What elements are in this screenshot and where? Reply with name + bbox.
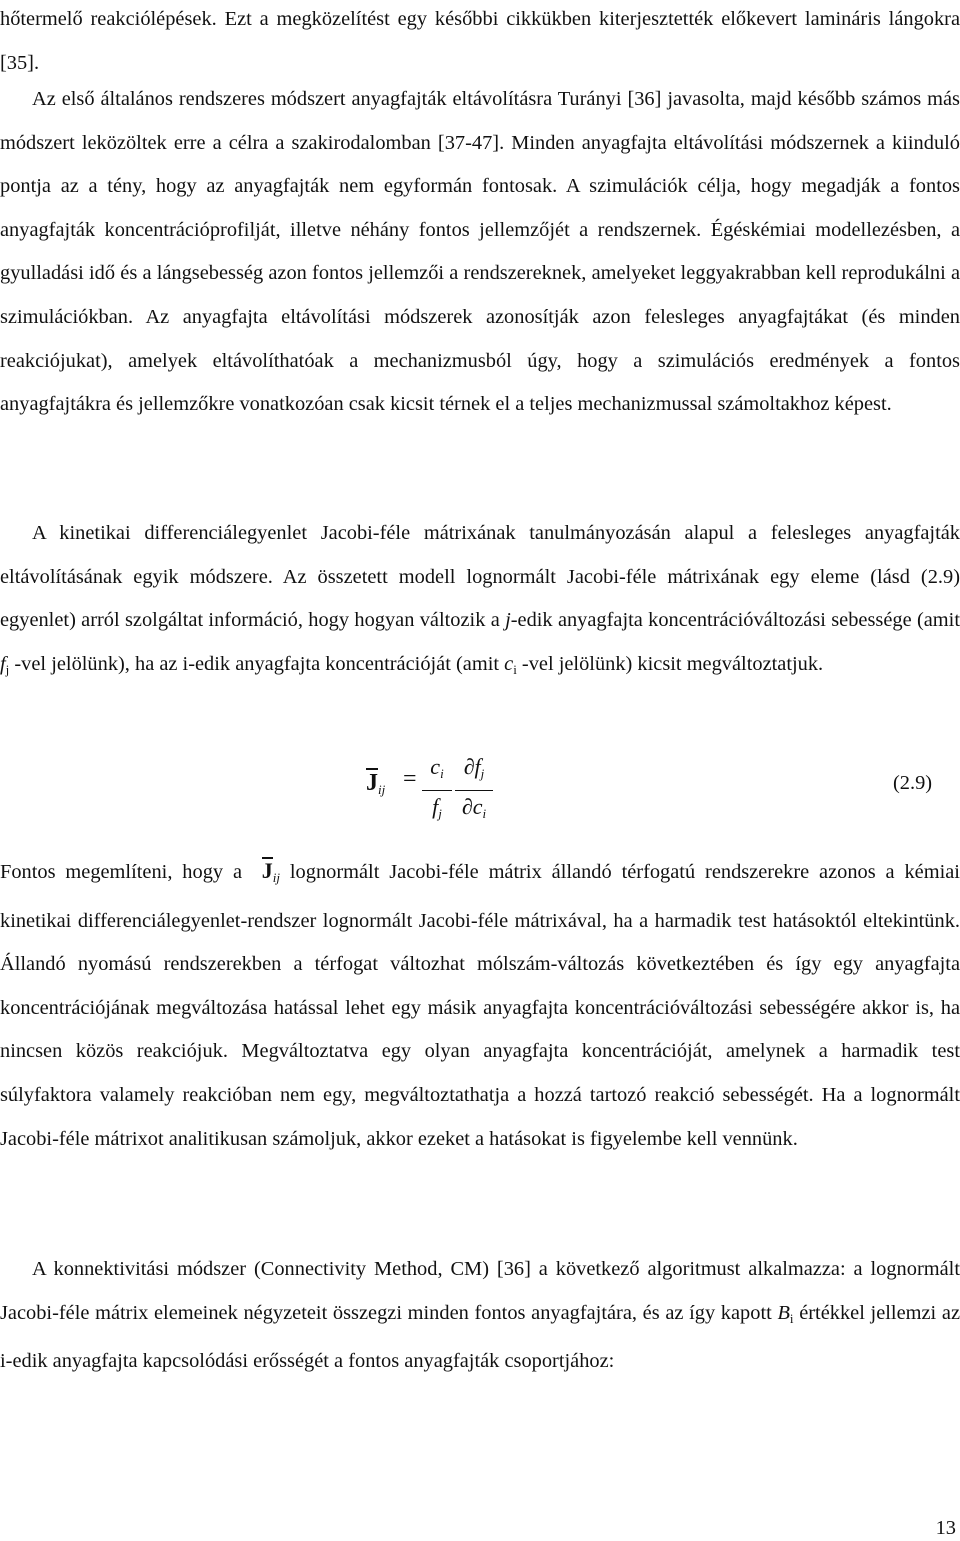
paragraph-1-text: hőtermelő reakciólépések. Ezt a megközelítést egy későbbi cikkükben kiterjesztették előkevert lamináris lángokra [35]. [0,8,960,74]
fraction-2-denominator-symbol: ∂c [461,794,483,819]
paragraph-5-text-b: értékkel jellemzi az i-edik anyagfajta kapcsolódási erősségét a fontos anyagfajták csoportjához: [0,1301,960,1373]
fraction-1-denominator-sub: j [438,806,442,821]
paragraph-3-text-d: -vel jelölünk) kicsit megváltoztatjuk. [516,652,824,675]
paragraph-5 [0,1248,960,1384]
fraction-1-numerator-sub: i [440,766,444,781]
equals-sign: = [403,766,417,792]
paragraph-3 [0,512,960,691]
symbol-f-subscript: j [5,661,10,677]
fraction-2-denominator-sub: i [482,806,487,821]
symbol-f: f [0,652,6,675]
fraction-2-numerator-symbol: ∂f [463,754,481,779]
fraction-partial-derivative [455,752,493,829]
inline-jacobian-subscript: ij [272,870,281,885]
fraction-2-numerator [455,752,493,789]
inline-jacobian-symbol: J [261,858,273,883]
page-number: 13 [935,1517,956,1539]
jacobian-symbol: J [366,770,378,796]
equation-2-9 [0,752,960,822]
equation-lhs [366,768,385,798]
fraction-1-denominator [422,792,452,829]
jacobian-subscript: ij [378,782,386,797]
paragraph-5-text-a: A konnektivitási módszer (Connectivity Method, CM) [36] a következő algoritmust alkalmazza: a lognormált Jacobi-féle mátrix elemeinek négyzeteit összegzi minden fontos anyagfajtára, és az így kapott [0,1258,960,1324]
symbol-c-subscript: i [513,661,517,677]
paragraph-2-text: Az első általános rendszeres módszert anyagfajták eltávolításra Turányi [36] javasolta, majd később számos más módszert leközöltek erre a célra a szakirodalomban [37-47]. Minden anyagfajta eltávolítási módszernek a kiinduló pontja az a tény, hogy az anyagfajták nem egyformán fontosak. A szimulációk célja, hogy megadják a fontos anyagfajták koncentrációprofilját, illetve néhány fontos jellemzőjét a rendszernek. Égéskémiai modellezésben, a gyulladási idő és a lángsebesség azon fontos jellemzői a rendszereknek, amelyeket leggyakrabban kell reprodukálni a szimulációkban. Az anyagfajta eltávolítási módszerek azonosítják azon felesleges anyagfajtákat (és minden reakciójukat), amelyek eltávolíthatóak a mechanizmusból úgy, hogy a szimulációs eredmények a fontos anyagfajtákra és jellemzőkre vonatkozóan csak kicsit térnek el a teljes mechanizmussal számoltakhoz képest. [0,88,960,416]
symbol-b-subscript: i [789,1310,794,1326]
fraction-ci-over-fj [422,752,452,829]
fraction-1-denominator-symbol: f [432,794,439,819]
symbol-b: B [777,1301,790,1324]
index-j: j [505,609,511,632]
fraction-1-numerator-symbol: c [430,754,441,779]
fraction-2-denominator [455,792,493,829]
paragraph-3-text-b: -edik anyagfajta koncentrációváltozási sebessége (amit [510,609,960,632]
paragraph-1 [0,0,960,85]
paragraph-2 [0,78,960,427]
paragraph-3-text-a: A kinetikai differenciálegyenlet Jacobi-féle mátrixának tanulmányozásán alapul a felesleges anyagfajták eltávolításának egyik módszere. Az összetett modell lognormált Jacobi-féle mátrixának egy eleme (lásd (2.9) egyenlet) arról szolgáltat információ, hogy hogyan változik a [0,522,960,632]
paragraph-3-text-c: -vel jelölünk), ha az i-edik anyagfajta koncentrációját (amit [9,652,505,675]
fraction-1-numerator [422,752,452,789]
fraction-2-bar [455,790,493,791]
paragraph-4 [0,851,960,1161]
symbol-c: c [504,652,514,675]
fraction-1-bar [422,790,452,791]
paragraph-4-text-a: Fontos megemlíteni, hogy a [0,861,252,883]
equation-number: (2.9) [893,772,933,794]
fraction-2-numerator-sub: j [480,766,485,781]
paragraph-4-text-b: lognormált Jacobi-féle mátrix állandó térfogatú rendszerekre azonos a kémiai kinetikai differenciálegyenlet-rendszer lognormált Jacobi-féle mátrixával, ha a harmadik test hatásoktól eltekintünk. Állandó nyomású rendszerekben a térfogat változhat mólszám-változás következtében és így egy anyagfajta koncentrációjának megváltozása hatással lehet egy másik anyagfajta koncentrációváltozási sebességére akkor is, ha nincsen közös reakciójuk. Megváltoztatva egy olyan anyagfajta koncentrációját, amelynek a harmadik test súlyfaktora valamely reakcióban nem egy, megváltoztathatja a hozzá tartozó reakció sebességét. Ha a lognormált Jacobi-féle mátrixot analitikusan számoljuk, akkor ezeket a hatásokat is figyelembe kell vennünk. [0,861,960,1150]
